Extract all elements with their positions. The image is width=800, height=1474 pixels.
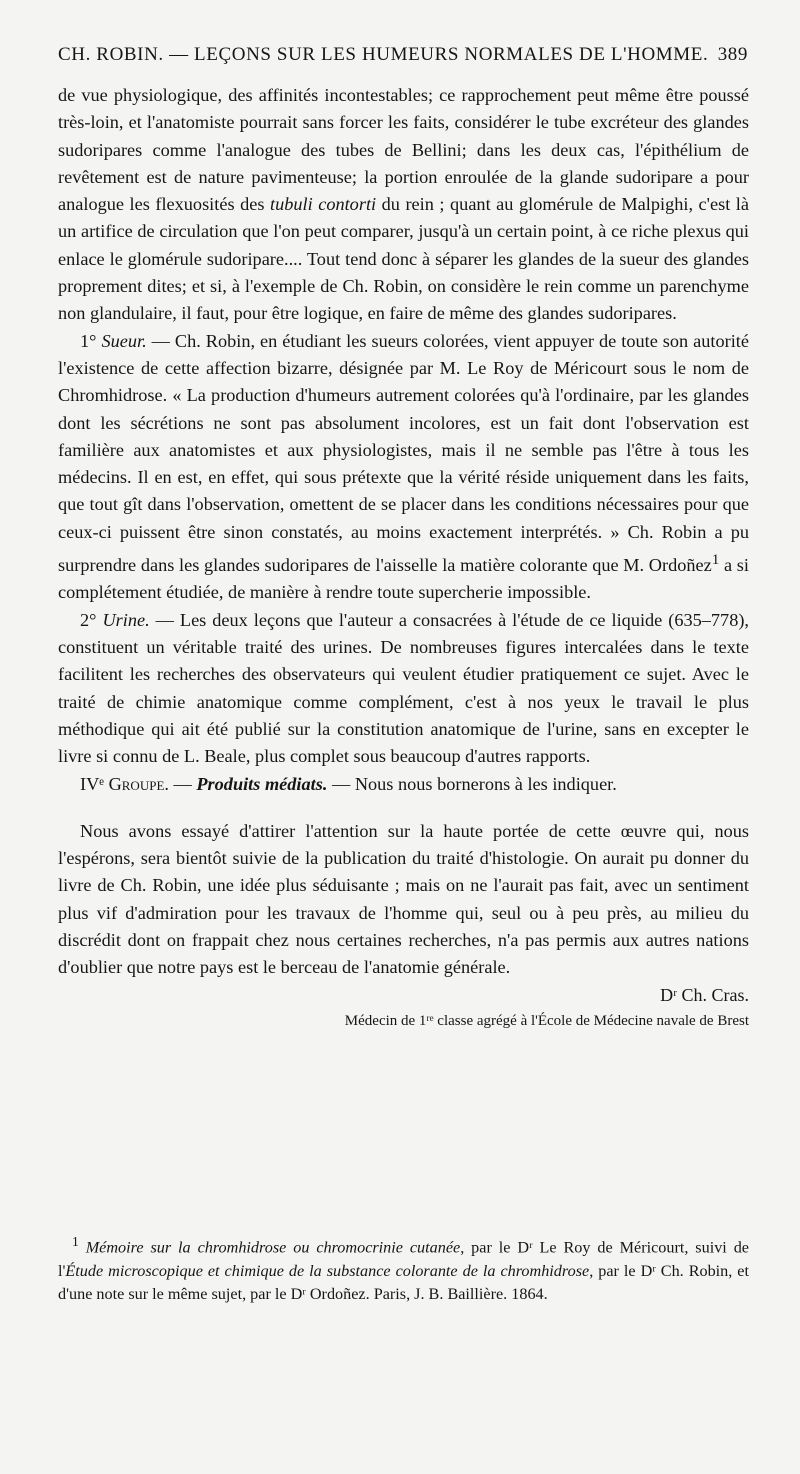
main-text <box>58 82 749 1033</box>
signature-affiliation: Médecin de 1ʳᵉ classe agrégé à l'École de Médecine navale de Brest <box>344 1012 749 1029</box>
paragraph-robin-kidney: de vue physiologique, des affinités incontestables; ce rapprochement peut même être poussé très-loin, et l'anatomiste pourrait sans forcer les faits, considérer le tube excréteur des glandes sudoripares comme l'analogue des tubes de Bellini; dans les deux cas, l'épithélium de revêtement est de nature pavimenteuse; la portion enroulée de la glande sudoripare a pour analogue les flexuosités des tubuli contorti du rein ; quant au glomérule de Malpighi, c'est là un artifice de circulation que l'on peut comparer, jusqu'à un certain point, à ce riche plexus qui enlace le glomérule sudoripare.... Tout tend donc à séparer les glandes de la sueur des glandes proprement dites; et si, à l'exemple de Ch. Robin, on considère le rein comme un parenchyme non glandulaire, il faut, pour être logique, en faire de même des glandes sudoripares. <box>58 85 749 324</box>
paragraph-urine: 2° Urine. — Les deux leçons que l'auteur a consacrées à l'étude de ce liquide (635–778), constituent un véritable traité des urines. De nombreuses figures intercalées dans le texte facilitent les recherches des observateurs qui veulent étudier pratiquement ce sujet. Avec le traité de chimie anatomique comme complément, c'est à nos yeux le travail le plus méthodique qui ait été publié sur la constitution anatomique de l'urine, sans en excepter le livre si connu de L. Beale, plus complet sous beaucoup d'autres rapports. <box>58 609 749 767</box>
italic-term: tubuli contorti <box>270 194 377 215</box>
footnote-marker: 1 <box>72 1234 79 1249</box>
section-title-produits: Produits médiats. <box>196 773 328 794</box>
running-title: CH. ROBIN. — LEÇONS SUR LES HUMEURS NORMALES DE L'HOMME. <box>58 44 709 65</box>
signature-name: Dʳ Ch. Cras. <box>660 984 749 1005</box>
footnote: $^1$ Mémoire sur la chromhidrose ou chromocrinie cutanée, par le Dʳ Le Roy de Méricourt, suivi de l'Étude microscopique et chimique de la substance colorante de la chromhidrose, par le Dʳ Ch. Robin, et d'une note sur le même sujet, par le Dʳ Ordoñez. Paris, J. B. Baillière. 1864. <box>58 1234 749 1304</box>
running-header <box>58 44 748 66</box>
group-label: Groupe. <box>108 773 169 794</box>
paragraph-conclusion: Nous avons essayé d'attirer l'attention sur la haute portée de cette œuvre qui, nous l'espérons, sera bientôt suivie de la publication du traité d'histologie. On aurait pu donner du livre de Ch. Robin, une idée plus séduisante ; mais on ne l'aurait pas fait, avec un sentiment plus vif d'admiration pour les travaux de l'homme qui, seul ou à peu près, au milieu du discrédit dont on frappait chez nous certaines recherches, n'a pas permis aux autres nations d'oublier que notre pays est le berceau de l'anatomie générale. <box>58 820 749 978</box>
paragraph-sueur: 1° Sueur. — Ch. Robin, en étudiant les sueurs colorées, vient appuyer de toute son autorité l'existence de cette affection bizarre, désignée par M. Le Roy de Méricourt sous le nom de Chromhidrose. « La production d'humeurs autrement colorées qu'à l'ordinaire, par les glandes dont les sécrétions ne sont pas absolument incolores, est un fait dont l'observation est familière aux anatomistes et aux physiologistes, mais il ne semble pas l'être à tous les médecins. Il en est, en effet, qui sous prétexte que la vérité réside uniquement dans les faits, que tout gît dans l'observation, omettent de se placer dans les conditions nécessaires pour que ceux-ci puissent être sinon constatés, au moins exactement interprétés. » Ch. Robin a pu surprendre dans les glandes sudoripares de l'aisselle la matière colorante que M. Ordoñez$^1$ a si complétement étudiée, de manière à rendre toute supercherie impossible. <box>58 330 750 603</box>
section-title-sueur: Sueur. <box>101 330 147 351</box>
page-number: 389 <box>717 44 748 65</box>
paragraph-groupe-iv: IVᵉ Groupe. — Produits médiats. — Nous nous bornerons à les indiquer. <box>80 773 617 794</box>
footnote-ref: 1 <box>711 551 720 569</box>
section-gap <box>58 798 749 818</box>
footnote-title: Mémoire sur la chromhidrose ou chromocrinie cutanée <box>85 1238 461 1257</box>
footnote-title-2: Étude microscopique et chimique de la substance colorante de la chromhidrose <box>65 1261 590 1280</box>
section-title-urine: Urine. <box>102 609 150 630</box>
